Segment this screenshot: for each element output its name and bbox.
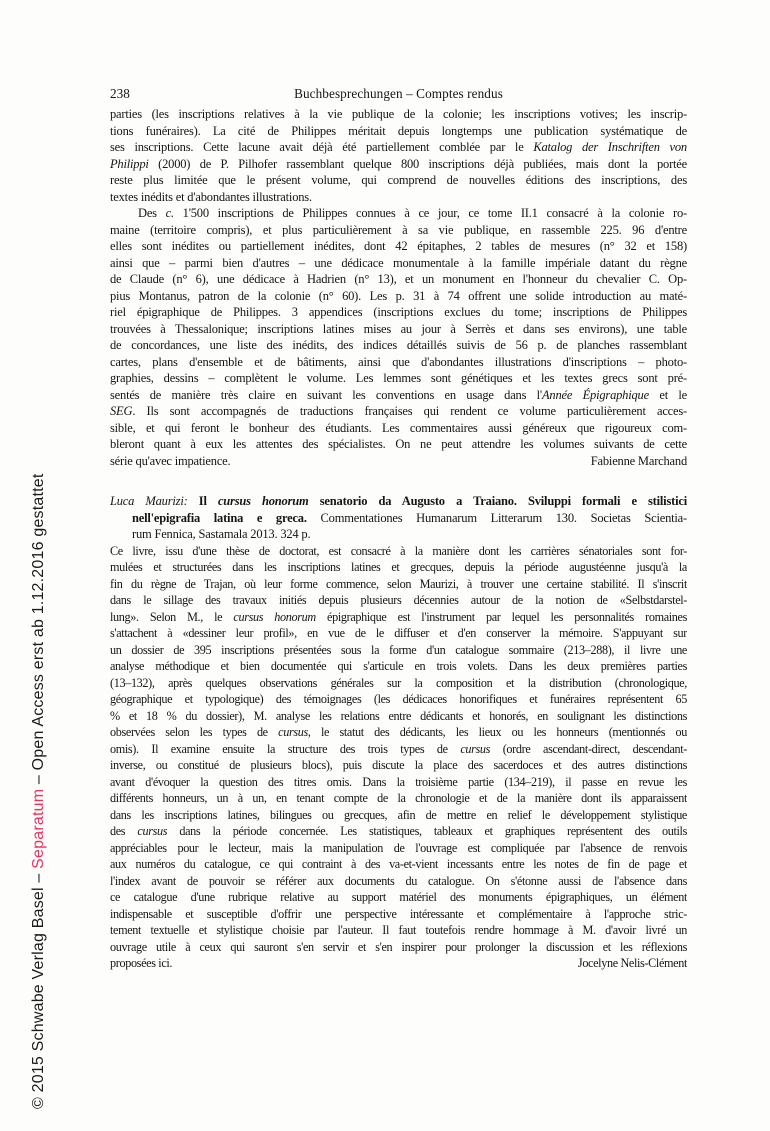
text-segment: Philippi [110, 156, 149, 171]
review-1-paragraph-2-line: sentés de manière très claire en suivant les conventions en usage dans l'Année Épigraphique et le [110, 387, 687, 402]
review-2-body-line: indispensable et susceptible d'offrir une perspective intéressante et complémentaire à l'approche stric- [110, 906, 687, 921]
review-1-paragraph-2-line: ainsi que – parmi bien d'autres – une dédicace monumentale à la famille impériale datant du règne [110, 255, 687, 270]
running-header: Buchbesprechungen – Comptes rendus [294, 86, 503, 101]
text-segment: cursus [137, 824, 168, 838]
review-2-body-line: omis). Il examine ensuite la structure des trois types de cursus (ordre ascendant-direct, descendant- [110, 741, 687, 756]
text-segment: senatorio da Augusto a Traiano. Sviluppi formali e stilistici [308, 494, 687, 508]
paragraph-closing-text: série qu'avec impatience. [110, 453, 231, 468]
review-2-body-line: mulées et structurées dans les inscriptions latines et grecques, depuis la période augustéenne jusqu'à la [110, 560, 687, 574]
review-2-body-line: appréciables pour le lecteur, mais la manipulation de l'ouvrage est compliquée par l'absence de renvois [110, 840, 687, 855]
text-segment: cursus honorum [233, 609, 316, 624]
reviewer-signature: Fabienne Marchand [590, 453, 687, 468]
text-segment: Luca Maurizi: [110, 494, 188, 508]
review-1-paragraph-2-line [110, 453, 687, 470]
review-2-body-line: géographique et typologique) des témoignages (les dédicaces honorifiques et funéraires représentent 65 [110, 692, 687, 706]
review-1-paragraph-2-line: Des c. 1'500 inscriptions de Philippes connues à ce jour, ce tome II.1 consacré à la colonie ro- [138, 206, 687, 220]
review-2-heading-line [110, 493, 687, 510]
review-2-body-line: tement textuelle et stylistique choisie par l'auteur. Il faut toutefois rendre hommage à M. d'avoir livré un [110, 923, 687, 937]
review-2-body-line: avant d'évoquer la question des titres omis. Dans la troisième partie (134–219), il passe en revue les [110, 774, 687, 789]
text-segment: Katalog der Inschriften von [533, 140, 687, 154]
copyright-text-segment: – Open Access erst ab 1.12.2016 gestattet [30, 473, 47, 789]
review-2-heading [110, 493, 687, 543]
review-2-body-line: des cursus dans la période concernée. Les statistiques, tableaux et graphiques représentent des outils [110, 824, 687, 838]
review-1-paragraph-2-line: graphies, dessins – complètent le volume. Les lemmes sont génétiques et les textes grecs sont pré- [110, 371, 687, 385]
review-1-paragraph-1-line: ses inscriptions. Cette lacune avait déjà été partiellement comblée par le Katalog der Inschriften von [110, 140, 687, 154]
review-1-paragraph-1 [110, 106, 687, 205]
review-2-body-line: un dossier de 395 inscriptions présentées sous la forme d'un catalogue sommaire (213–288), il livre une [110, 642, 687, 657]
review-2-body-line [110, 955, 687, 972]
review-2-heading-line: nell'epigrafia latina e greca. Commentationes Humanarum Litterarum 130. Societas Scientia- [132, 510, 687, 525]
text-segment: cursus [278, 725, 308, 739]
review-1-paragraph-2-line: cartes, plans d'ensemble et de bâtiments, ainsi que d'abondantes illustrations d'inscriptions – photo- [110, 354, 687, 369]
review-1-paragraph-1-line: tions funéraires). La cité de Philippes méritait depuis longtemps une publication systématique de [110, 123, 687, 138]
review-2-body [110, 543, 687, 972]
review-2-body-line: s'attachent à «dessiner leur profil», en vue de le diffuser et d'en conserver la mémoire. S'appuyant sur [110, 626, 687, 640]
review-2-body-line: Ce livre, issu d'une thèse de doctorat, est consacré à la manière dont les carrières sénatoriales sont for- [110, 543, 687, 558]
review-1-paragraph-2-line: bleront quant à eux les attentes des spécialistes. On ne peut attendre les volumes suivants de cette [110, 437, 687, 451]
running-header-row [110, 85, 687, 103]
paragraph-closing-text: proposées ici. [110, 956, 173, 970]
review-1-paragraph-2-line: pius Montanus, patron de la colonie (n° 60). Les p. 31 à 74 offrent une solide introduction au maté- [110, 288, 687, 303]
review-2-body-line: analyse méthodique et bien documentée qui s'articule en trois volets. Dans les deux premières parties [110, 659, 687, 673]
review-1-paragraph-1-line: textes inédits et d'abondantes illustrations. [110, 189, 312, 204]
review-1-paragraph-2-line: de concordances, une liste des inédits, des indices détaillés suivis de 56 p. de planches rassemblant [110, 338, 687, 352]
page-body-text [110, 106, 687, 972]
review-1-paragraph-1-line: Philippi (2000) de P. Pilhofer rassemblant quelque 800 inscriptions déjà publiées, mais dont la portée [110, 156, 687, 171]
review-2-body-line: différents honneurs, un à un, en tenant compte de la chronologie et de la manière dont ils apparaissent [110, 791, 687, 805]
reviewer-signature: Jocelyne Nelis-Clément [577, 956, 687, 970]
review-1-paragraph-1-line: parties (les inscriptions relatives à la vie publique de la colonie; les inscriptions votives; les inscrip- [110, 107, 687, 121]
review-2-heading-line: rum Fennica, Sastamala 2013. 324 p. [132, 527, 311, 541]
review-1-paragraph-2-line: riel épigraphique de Philippes. 3 appendices (inscriptions exclues du tome; inscriptions de Philippes [110, 305, 687, 319]
review-1-paragraph-2-line: elles sont inédites ou partiellement inédites, dont 42 épitaphes, 2 tables de mesures (n° 32 et 158) [110, 239, 687, 253]
review-1-paragraph-2-line: maine (territoire compris), et plus particulièrement à sa vie publique, en rassemble 225. 96 d'entre [110, 222, 687, 237]
review-1-paragraph-2-line: trouvées à Thessalonique; inscriptions latines mises au jour à Serrès et dans ses environs), une table [110, 321, 687, 336]
review-2-body-line: dans les inscriptions latines, bilingues ou grecques, afin de mettre en relief le développement stylistique [110, 807, 687, 822]
review-2-body-line: observées selon les types de cursus, le statut des dédicants, les lieux ou les honneurs (mentionnés ou [110, 725, 687, 739]
text-segment: c. [165, 206, 174, 220]
review-2-body-line: lung». Selon M., le cursus honorum épigraphique est l'instrument par lequel les personnalités romaines [110, 609, 687, 624]
review-2-body-line: inverse, ou constitué de plusieurs blocs), puis discute la place des sacerdoces et des autres distinctions [110, 758, 687, 772]
review-2-body-line: fin du règne de Trajan, où leur forme commence, selon Maurizi, à trouver une certaine stabilité. Il s'inscrit [110, 576, 687, 591]
review-2-body-line: dans le sillage des travaux initiés depuis plusieurs décennies autour de la notion de «Selbstdarstel- [110, 593, 687, 607]
review-1-paragraph-2-line: de Claude (n° 6), une dédicace à Hadrien (n° 13), et un monument en l'honneur du chevalier C. Op- [110, 272, 687, 286]
text-segment: nell'epigrafia latina e greca. [132, 510, 307, 525]
page-number: 238 [110, 86, 130, 101]
review-1-paragraph-1-line: reste plus limitée que le présent volume, qui comprend de nouvelles éditions des inscriptions, des [110, 173, 687, 187]
review-1-paragraph-2-line: sible, et qui feront le bonheur des étudiants. Les commentaires aussi généreux que rigoureux com- [110, 420, 687, 435]
text-segment: cursus honorum [217, 494, 309, 508]
review-2-body-line: aux numéros du catalogue, ce qui contraint à des va-et-vient incessants entre les notes de fin de page et [110, 857, 687, 871]
review-2-body-line: % et 18 % du dossier), M. analyse les relations entre dédicants et honorés, en soulignant les distinctions [110, 708, 687, 723]
text-segment: Il [198, 494, 218, 508]
review-1-paragraph-2-line: SEG. Ils sont accompagnés de traductions françaises qui rendent ce volume particulièrement acces- [110, 404, 687, 418]
review-2-body-line: ouvrage utile à ceux qui sauront s'en servir et s'en inspirer pour prolonger la discussion et les réflexions [110, 939, 687, 954]
text-segment: cursus [460, 741, 491, 756]
copyright-text-segment: © 2015 Schwabe Verlag Basel – [30, 868, 47, 1109]
text-segment: Année Épigraphique [541, 387, 649, 402]
review-2-body-line: (13–132), après quelques observations générales sur la composition et la distribution (chronologique, [110, 675, 687, 690]
separatum-label: Separatum [30, 788, 47, 869]
review-1-paragraph-2 [110, 205, 687, 469]
text-segment: SEG [110, 404, 133, 418]
copyright-sidebar [29, 427, 49, 1109]
review-2-body-line: l'index avant de pouvoir se référer aux documents du catalogue. On s'étonne aussi de l'absence dans [110, 873, 687, 888]
review-2-body-line: ce catalogue d'une rubrique relative au support matériel des monuments épigraphiques, un élément [110, 890, 687, 904]
